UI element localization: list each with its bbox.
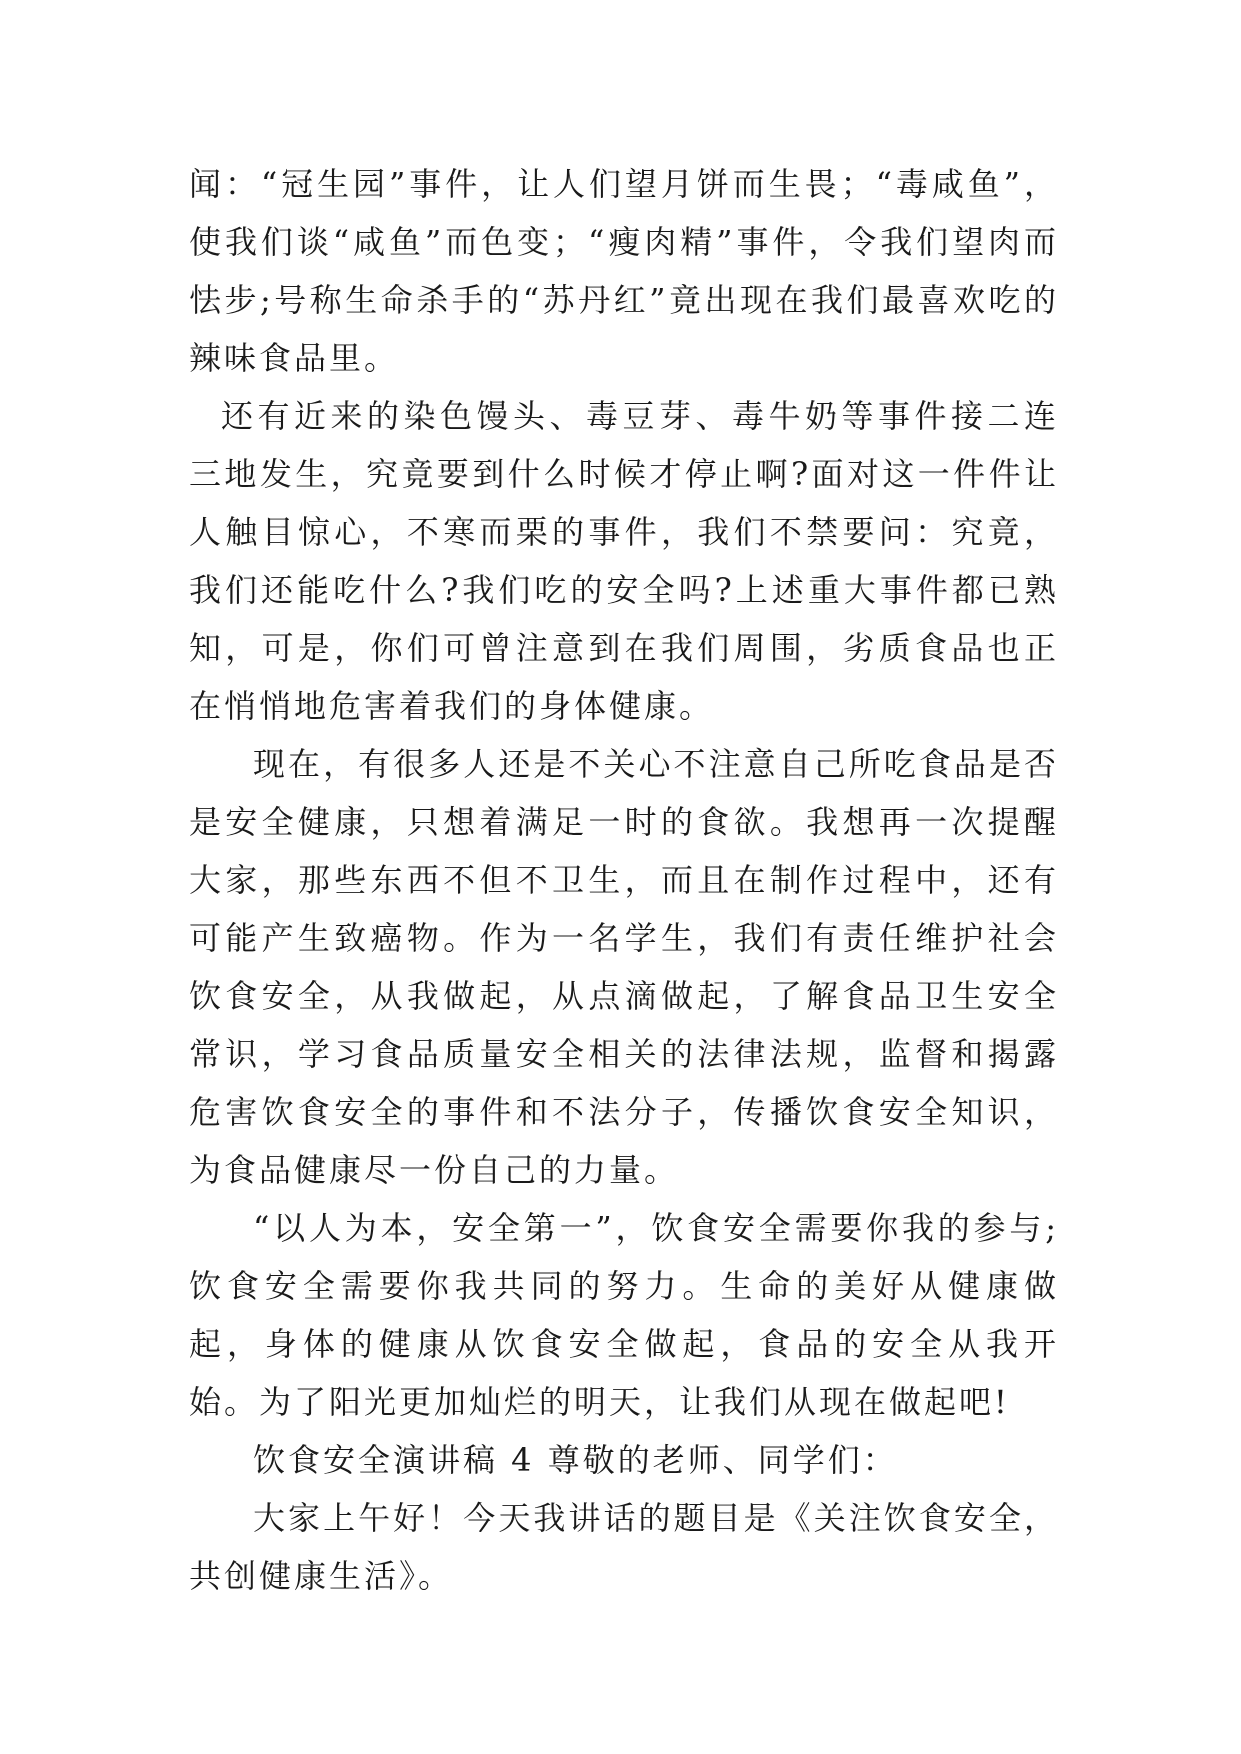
paragraph-3: 现在，有很多人还是不关心不注意自己所吃食品是否是安全健康，只想着满足一时的食欲。我想再一次提醒大家，那些东西不但不卫生，而且在制作过程中，还有可能产生致癌物。作为一名学生，我们有责任维护社会饮食安全，从我做起，从点滴做起，了解食品卫生安全常识，学习食品质量安全相关的法律法规，监督和揭露危害饮食安全的事件和不法分子，传播饮食安全知识，为食品健康尽一份自己的力量。 xyxy=(189,745,1059,1189)
paragraph-6: 大家上午好！今天我讲话的题目是《关注饮食安全，共创健康生活》。 xyxy=(189,1499,1059,1595)
paragraph-5: 饮食安全演讲稿 4 尊敬的老师、同学们： xyxy=(253,1441,898,1479)
paragraph-1: 闻：“冠生园”事件，让人们望月饼而生畏；“毒咸鱼”，使我们谈“咸鱼”而色变；“瘦肉精”事件，令我们望肉而怯步;号称生命杀手的“苏丹红”竟出现在我们最喜欢吃的辣味食品里。 xyxy=(189,165,1059,377)
paragraph-4: “以人为本，安全第一”，饮食安全需要你我的参与;饮食安全需要你我共同的努力。生命的美好从健康做起，身体的健康从饮食安全做起，食品的安全从我开始。为了阳光更加灿烂的明天，让我们从现在做起吧! xyxy=(189,1209,1059,1421)
document-body xyxy=(189,155,1059,1605)
paragraph-2: 还有近来的染色馒头、毒豆芽、毒牛奶等事件接二连三地发生，究竟要到什么时候才停止啊?面对这一件件让人触目惊心，不寒而栗的事件，我们不禁要问：究竟，我们还能吃什么?我们吃的安全吗?上述重大事件都已熟知，可是，你们可曾注意到在我们周围，劣质食品也正在悄悄地危害着我们的身体健康。 xyxy=(189,397,1059,725)
